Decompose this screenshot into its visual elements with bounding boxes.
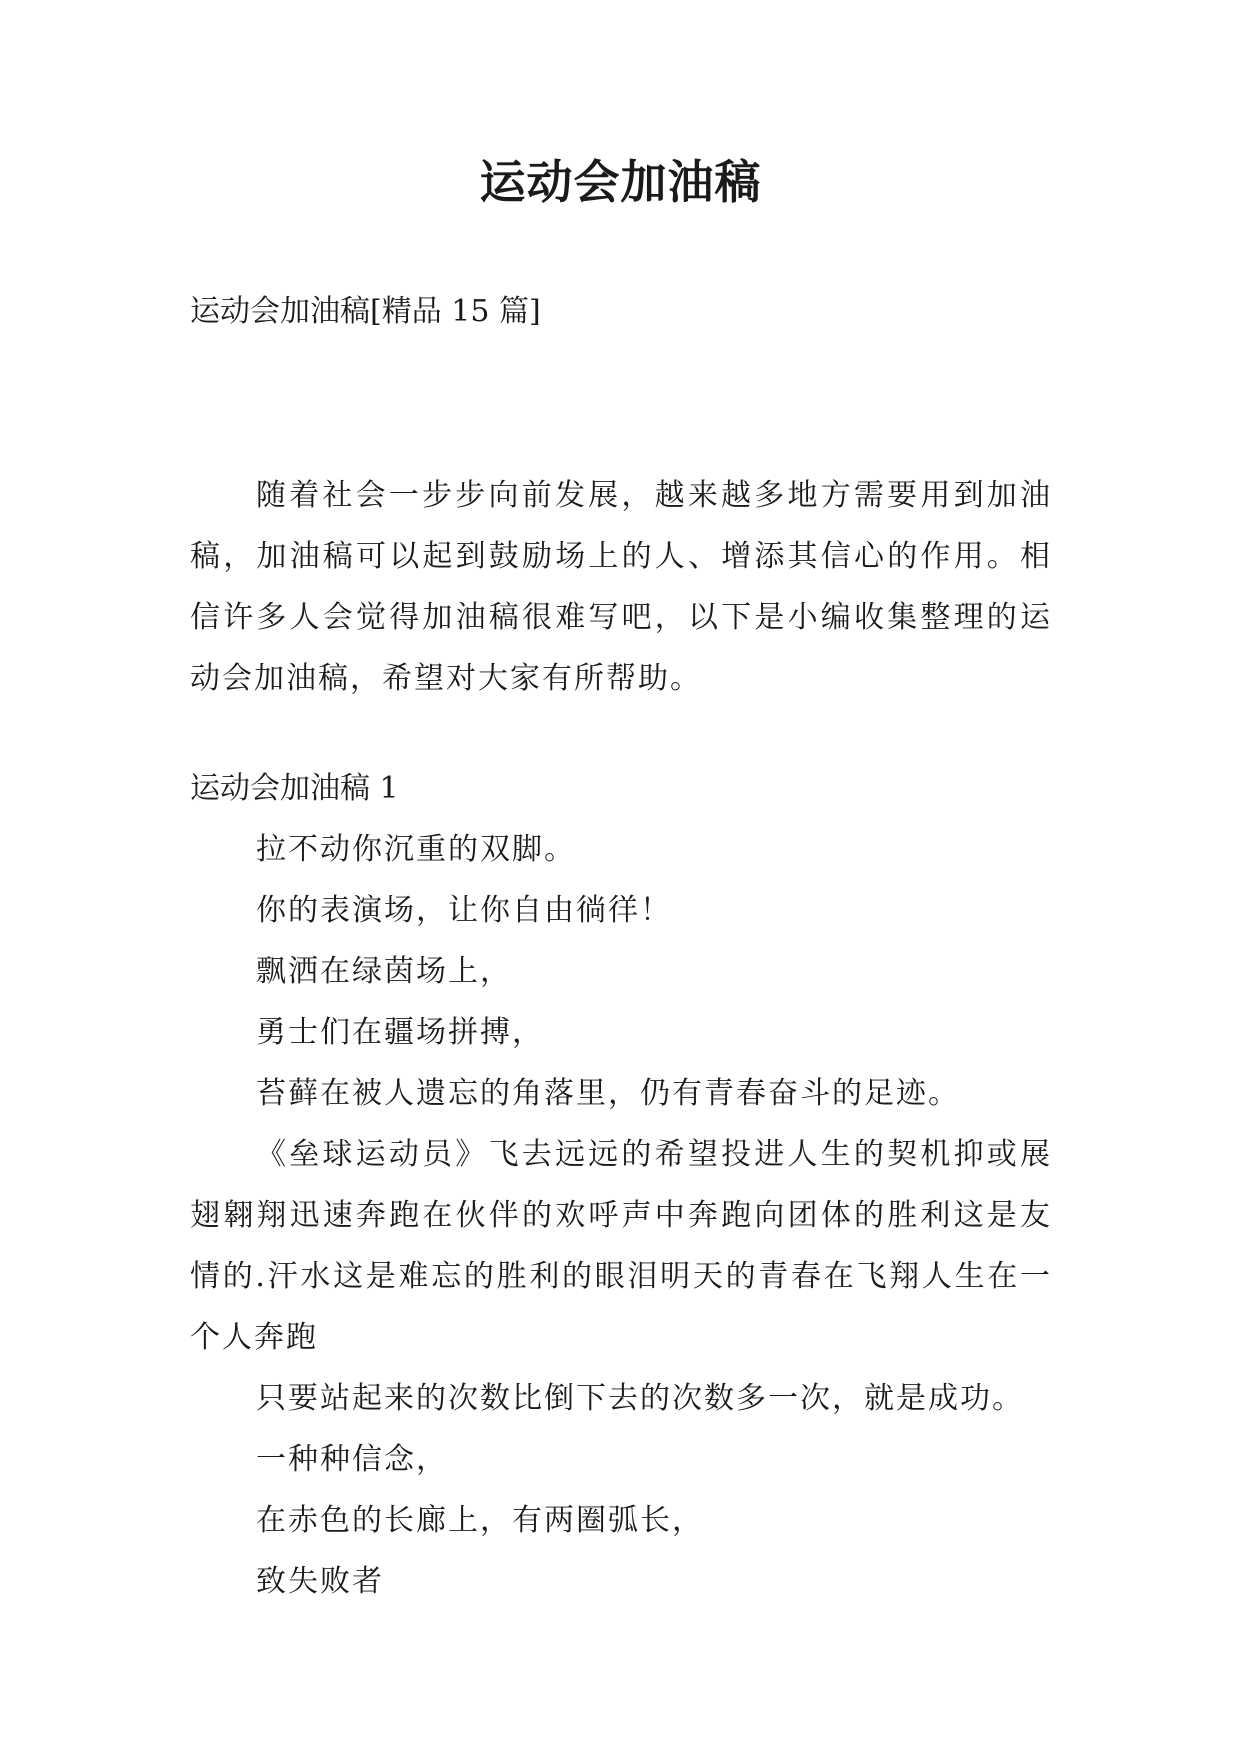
poem-line: 一种种信念， bbox=[256, 1442, 448, 1477]
poem-line: 你的表演场，让你自由徜徉！ bbox=[256, 893, 672, 928]
poem-line: 只要站起来的次数比倒下去的次数多一次，就是成功。 bbox=[256, 1381, 1024, 1416]
poem-line: 勇士们在疆场拼搏， bbox=[256, 1015, 544, 1050]
intro-paragraph: 随着社会一步步向前发展，越来越多地方需要用到加油稿，加油稿可以起到鼓励场上的人、增添其信心的作用。相信许多人会觉得加油稿很难写吧，以下是小编收集整理的运动会加油稿，希望对大家有所帮助。 bbox=[190, 478, 1052, 696]
poem-line: 致失败者 bbox=[256, 1564, 384, 1599]
poem-line: 拉不动你沉重的双脚。 bbox=[256, 832, 576, 867]
poem-paragraph: 《垒球运动员》飞去远远的希望投进人生的契机抑或展翅翱翔迅速奔跑在伙伴的欢呼声中奔跑向团体的胜利这是友情的.汗水这是难忘的胜利的眼泪明天的青春在飞翔人生在一个人奔跑 bbox=[190, 1137, 1052, 1355]
poem-line: 在赤色的长廊上，有两圈弧长， bbox=[256, 1503, 704, 1538]
poem-line: 飘洒在绿茵场上， bbox=[256, 954, 512, 989]
section-1 bbox=[190, 758, 1070, 1612]
section-heading: 运动会加油稿 1 bbox=[190, 771, 399, 806]
poem-line: 苔藓在被人遗忘的角落里，仍有青春奋斗的足迹。 bbox=[256, 1076, 960, 1111]
document-title: 运动会加油稿 bbox=[479, 155, 762, 209]
document-subtitle: 运动会加油稿[精品 15 篇] bbox=[190, 294, 541, 329]
